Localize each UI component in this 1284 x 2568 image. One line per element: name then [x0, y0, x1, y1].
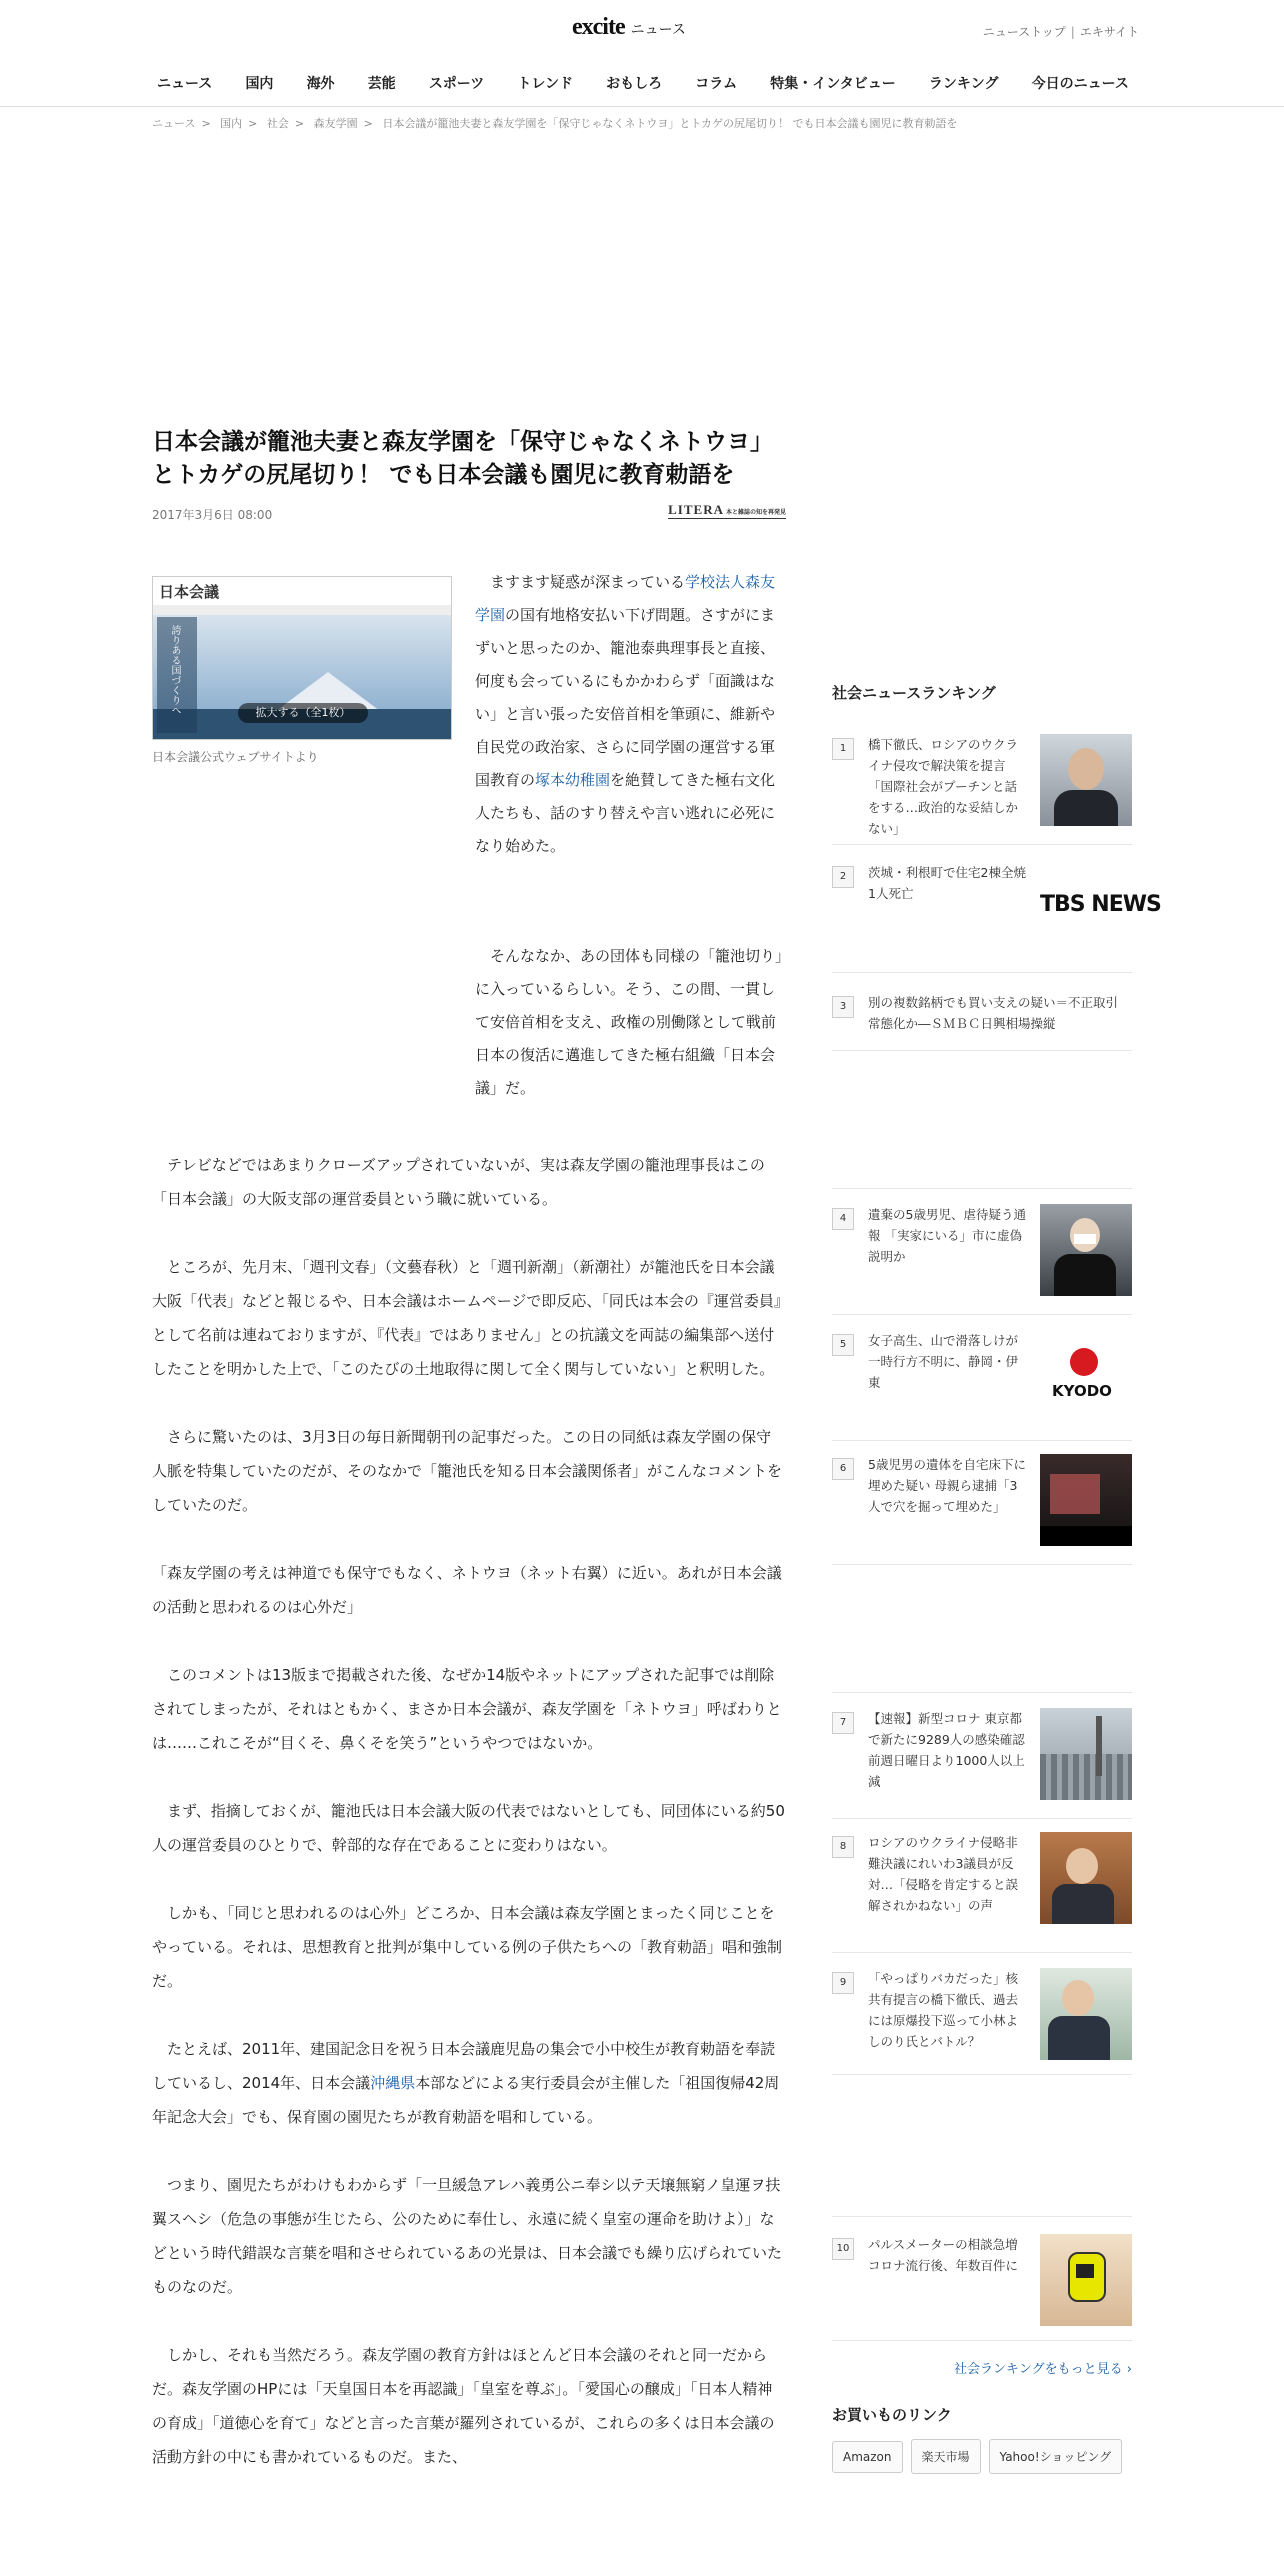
nav-trend[interactable]: トレンド — [517, 76, 574, 92]
okinawa-link[interactable]: 沖縄県 — [370, 2074, 416, 2092]
figure-site-brand: 日本会議 — [159, 585, 220, 601]
breadcrumb: ニュース > 国内 > 社会 > 森友学園 > 日本会議が籠池夫妻と森友学園を「保守じゃなくネトウヨ」とトカゲの尻尾切り！ でも日本会議も園児に教育勅語を — [152, 117, 958, 130]
shop-amazon-button[interactable]: Amazon — [832, 2441, 903, 2473]
shop-title: お買いものリンク — [832, 2406, 952, 2424]
ranking-item[interactable]: 5 女子高生、山で滑落しけが 一時行方不明に、静岡・伊東 KYODO — [832, 1330, 1132, 1440]
ranking-item[interactable]: 3 別の複数銘柄でも買い支えの疑い＝不正取引常態化か―ＳＭＢＣ日興相場操縦 — [832, 992, 1132, 1062]
ranking-item[interactable]: 2 茨城・利根町で住宅2棟全焼 1人死亡 TBS NEWS — [832, 862, 1132, 972]
body-paragraph: テレビなどではあまりクローズアップされていないが、実は森友学園の籠池理事長はこの「日本会議」の大阪支部の運営委員という職に就いている。 — [152, 1156, 765, 1208]
article-date: 2017年3月6日 08:00 — [152, 508, 273, 522]
header-links: ニューストップ | エキサイト — [982, 25, 1139, 39]
body-paragraph: ところが、先月末、「週刊文春」（文藝春秋）と「週刊新潮」（新潮社）が籠池氏を日本会議大阪「代表」などと報じるや、日本会議はホームページで即反応、「同氏は本会の『運営委員』として名前は連ねておりますが、『代表』ではありません」との抗議文を両誌の編集部へ送付したことを明かした上で、「このたびの土地取得に関して全く関与していない」と釈明した。 — [152, 1258, 782, 1378]
moritomo-link[interactable]: 学校法人森友学園 — [475, 573, 776, 624]
article-meta — [152, 500, 786, 530]
sidebar — [832, 682, 1161, 2464]
breadcrumb-moritomo[interactable]: 森友学園 — [313, 117, 358, 130]
body-paragraph: しかし、それも当然だろう。森友学園の教育方針はほとんど日本会議のそれと同一だからだ。森友学園のHPには「天皇国日本を再認識」「皇室を尊ぶ」。「愛国心の醸成」「日本人精神の育成」「道徳心を育て」などと言った言葉が羅列されているが、これらの多くは日本会議の活動方針の中にも書かれているものだ。また、 — [152, 2346, 775, 2466]
lead-paragraph-1: ますます疑惑が深まっている学校法人森友学園の国有地格安払い下げ問題。さすがにまずいと思ったのか、籠池泰典理事長と直接、何度も会っているにもかかわらず「面識はない」と言い張った安倍首相を筆頭に、維新や自民党の政治家、さらに同学園の運営する軍国教育の塚本幼稚園を絶賛してきた極右文化人たちも、話のすり替えや言い逃れに必死になり始めた。 — [475, 573, 776, 855]
body-paragraph: つまり、園児たちがわけもわからず「一旦緩急アレハ義勇公ニ奉シ以テ天壌無窮ノ皇運ヲ扶翼スヘシ（危急の事態が生じたら、公のために奉仕し、永遠に続く皇室の運命を助けよ）」などという時代錯誤な言葉を唱和させられているあの光景は、日本会議でも繰り広げられていたものなのだ。 — [152, 2176, 783, 2296]
ranking-item[interactable]: 1 橋下徹氏、ロシアのウクライナ侵攻で解決策を提言「国際社会がプーチンと話をする…政治的な妥結しかない」 — [832, 734, 1132, 844]
ranking-title: 社会ニュースランキング — [832, 684, 996, 702]
ranking-more-link[interactable]: 社会ランキングをもっと見る › — [954, 2362, 1132, 2377]
article — [152, 420, 786, 2466]
chevron-right-icon: › — [1126, 2362, 1132, 2377]
ranking-item[interactable]: 6 5歳児男の遺体を自宅床下に埋めた疑い 母親ら逮捕「3人で穴を掘って埋めた」 — [832, 1454, 1132, 1564]
article-figure — [152, 576, 452, 765]
figure-caption: 日本会議公式ウェブサイトより — [152, 750, 319, 764]
global-nav — [0, 62, 1284, 107]
nav-sports[interactable]: スポーツ — [428, 76, 485, 92]
body-paragraph: たとえば、2011年、建国記念日を祝う日本会議鹿児島の集会で小中校生が教育勅語を奉読しているし、2014年、日本会議沖縄県本部などによる実行委員会が主催した「祖国復帰42周年記念大会」でも、保育園の園児たちが教育勅語を唱和している。 — [152, 2040, 780, 2126]
body-paragraph: さらに驚いたのは、3月3日の毎日新聞朝刊の記事だった。この日の同紙は森友学園の保守人脈を特集していたのだが、そのなかで「籠池氏を知る日本会議関係者」がこんなコメントをしていたのだ。 — [152, 1428, 783, 1514]
body-paragraph: このコメントは13版まで掲載された後、なぜか14版やネットにアップされた記事では削除されてしまったが、それはともかく、まさか日本会議が、森友学園を「ネトウヨ」呼ばわりとは……これこそが“目くそ、鼻くそを笑う”というやつではないか。 — [152, 1666, 782, 1752]
nav-today[interactable]: 今日のニュース — [1031, 76, 1129, 92]
ranking-thumb: KYODO — [1040, 1330, 1132, 1422]
ranking-thumb — [1040, 2234, 1132, 2326]
nav-news[interactable]: ニュース — [157, 76, 213, 92]
nav-overseas[interactable]: 海外 — [306, 76, 335, 92]
body-paragraph: しかも、「同じと思われるのは心外」どころか、日本会議は森友学園とまったく同じことをやっている。それは、思想教育と批判が集中している例の子供たちへの「教育勅語」唱和強制だ。 — [152, 1904, 783, 1990]
ranking-thumb — [1040, 1204, 1132, 1296]
excite-link[interactable]: エキサイト — [1079, 25, 1139, 39]
breadcrumb-domestic[interactable]: 国内 — [220, 117, 243, 130]
breadcrumb-news[interactable]: ニュース — [152, 117, 196, 130]
figure-image[interactable] — [152, 576, 452, 740]
ranking-thumb — [1040, 1454, 1132, 1546]
ranking-item[interactable]: 10 パルスメーターの相談急増 コロナ流行後、年数百件に — [832, 2234, 1132, 2344]
body-paragraph: まず、指摘しておくが、籠池氏は日本会議大阪の代表ではないとしても、同団体にいる約50人の運営委員のひとりで、幹部的な存在であることに変わりはない。 — [152, 1802, 785, 1854]
shop-yahoo-button[interactable]: Yahoo!ショッピング — [989, 2439, 1123, 2474]
tsukamoto-link[interactable]: 塚本幼稚園 — [535, 771, 611, 789]
ranking-thumb — [1040, 1708, 1132, 1800]
ranking-thumb — [1040, 734, 1132, 826]
article-title: 日本会議が籠池夫妻と森友学園を「保守じゃなくネトウヨ」とトカゲの尻尾切り！ でも日本会議も園児に教育勅語を — [152, 429, 773, 488]
ranking-item[interactable]: 4 遺棄の5歳男児、虐待疑う通報 「実家にいる」市に虚偽説明か — [832, 1204, 1132, 1314]
ranking-item[interactable]: 8 ロシアのウクライナ侵略非難決議にれいわ3議員が反対…「侵略を肯定すると誤解されかねない」の声 — [832, 1832, 1132, 1942]
ranking-item[interactable]: 7 【速報】新型コロナ 東京都で新たに9289人の感染確認 前週日曜日より1000人以上減 — [832, 1708, 1132, 1818]
site-header — [0, 0, 1284, 62]
enlarge-button[interactable]: 拡大する（全1枚） — [238, 703, 368, 723]
nav-column[interactable]: コラム — [695, 76, 738, 92]
breadcrumb-society[interactable]: 社会 — [266, 117, 289, 130]
shop-rakuten-button[interactable]: 楽天市場 — [911, 2439, 981, 2474]
nav-entertainment[interactable]: 芸能 — [367, 76, 396, 92]
figure-vertical-text: 誇りある国づくりへ — [169, 625, 180, 715]
ranking-item[interactable]: 9 「やっぱりバカだった」核共有提言の橋下徹氏、過去には原爆投下巡って小林よしのり氏とバトル？ — [832, 1968, 1132, 2078]
nav-domestic[interactable]: 国内 — [245, 76, 274, 92]
nav-features[interactable]: 特集・インタビュー — [770, 76, 896, 92]
breadcrumb-current: 日本会議が籠池夫妻と森友学園を「保守じゃなくネトウヨ」とトカゲの尻尾切り！ でも日本会議も園児に教育勅語を — [382, 117, 958, 130]
news-top-link[interactable]: ニューストップ — [982, 25, 1066, 39]
nav-ranking[interactable]: ランキング — [928, 76, 999, 92]
article-body — [152, 1148, 786, 2508]
shopping-links — [832, 2404, 1132, 2474]
ranking-thumb: TBS NEWS — [1040, 862, 1132, 954]
excite-logo[interactable]: excite ニュース — [572, 14, 686, 40]
nav-funny[interactable]: おもしろ — [606, 76, 663, 92]
ranking-thumb — [1040, 1968, 1132, 2060]
ranking-thumb — [1040, 1832, 1132, 1924]
quote-paragraph: 「森友学園の考えは神道でも保守でもなく、ネトウヨ（ネット右翼）に近い。あれが日本会議の活動と思われるのは心外だ」 — [152, 1564, 782, 1616]
lead-paragraph-2: そんななか、あの団体も同様の「籠池切り」に入っているらしい。そう、この間、一貫して安倍首相を支え、政権の別働隊として戦前日本の復活に邁進してきた極右組織「日本会議」だ。 — [475, 947, 783, 1097]
source-logo[interactable]: LITERA 本と雑誌の知を再発見 — [668, 502, 786, 517]
